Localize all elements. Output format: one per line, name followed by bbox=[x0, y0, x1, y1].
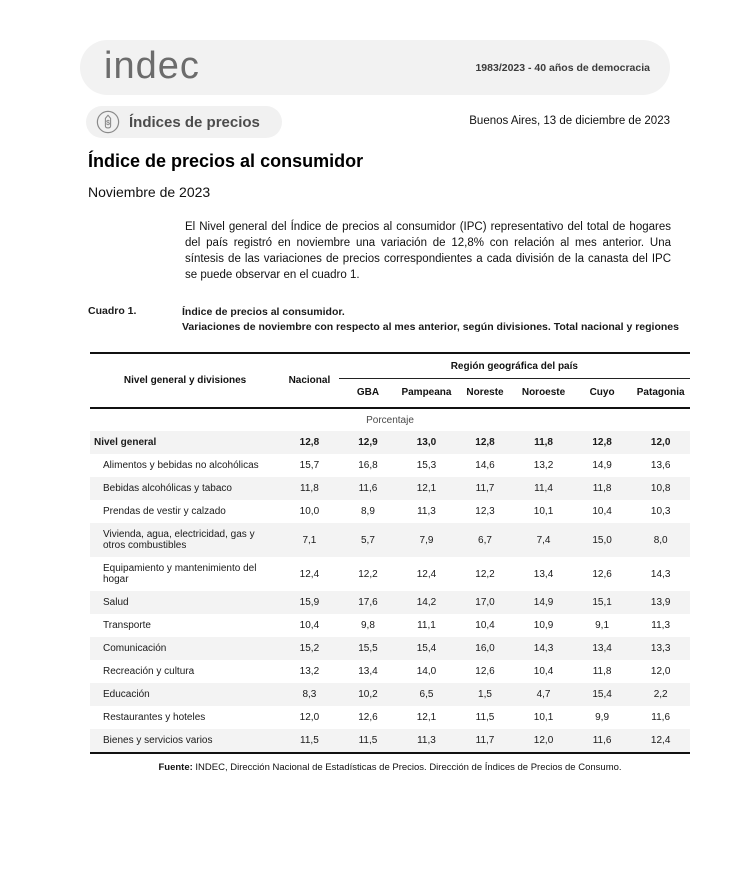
value-cell: 12,0 bbox=[533, 735, 554, 746]
intro-paragraph: El Nivel general del Índice de precios al consumidor (IPC) representativo del total de hogares del país registró en noviembre una variación de 12,8% con relación al mes anterior. Una síntesis de las variaciones de precios correspondientes a cada división de la canasta del IPC se puede observar en el cuadro 1. bbox=[185, 221, 671, 281]
indec-logo: indec bbox=[104, 44, 200, 87]
value-cell: 10,1 bbox=[533, 506, 554, 517]
value-cell: 11,8 bbox=[592, 666, 612, 677]
value-cell: 9,8 bbox=[360, 620, 375, 631]
value-cell: 12,6 bbox=[358, 712, 378, 723]
table-label: Cuadro 1. bbox=[88, 305, 137, 317]
value-cell: 9,1 bbox=[595, 620, 610, 631]
value-cell: 8,0 bbox=[653, 534, 668, 546]
value-cell: 14,0 bbox=[416, 666, 437, 677]
value-cell: 12,2 bbox=[358, 568, 378, 580]
value-cell: 17,6 bbox=[358, 597, 378, 608]
value-cell: 11,7 bbox=[475, 483, 495, 494]
price-tag-icon bbox=[96, 110, 120, 134]
value-cell: 16,0 bbox=[475, 643, 495, 654]
value-cell: 10,8 bbox=[650, 483, 671, 494]
value-cell: 10,4 bbox=[299, 620, 320, 631]
value-cell: 2,2 bbox=[653, 689, 668, 700]
value-cell: 11,5 bbox=[358, 735, 378, 746]
value-cell: 15,2 bbox=[299, 643, 320, 654]
value-cell: 11,5 bbox=[475, 712, 495, 723]
value-cell: 14,6 bbox=[475, 460, 495, 471]
region-group-header: Región geográfica del país bbox=[339, 353, 690, 379]
value-cell: 15,1 bbox=[592, 597, 612, 608]
value-cell: 13,4 bbox=[592, 643, 612, 654]
value-cell: 17,0 bbox=[475, 597, 495, 608]
value-cell: 10,1 bbox=[533, 712, 554, 723]
table-title-line2: Variaciones de noviembre con respecto al mes anterior, según divisiones. Total nacional y regiones bbox=[182, 321, 679, 333]
value-cell: 13,2 bbox=[299, 666, 320, 677]
column-header-noreste: Noreste bbox=[456, 379, 515, 409]
value-cell: 12,1 bbox=[416, 712, 437, 723]
value-cell: 14,9 bbox=[533, 597, 554, 608]
value-cell: 15,4 bbox=[592, 689, 612, 700]
table-body bbox=[90, 431, 690, 753]
value-cell: 1,5 bbox=[478, 689, 492, 700]
table-title-line1: Índice de precios al consumidor. bbox=[182, 306, 345, 318]
column-header-patagonia: Patagonia bbox=[631, 379, 690, 409]
value-cell: 12,8 bbox=[475, 437, 495, 448]
value-cell: 11,6 bbox=[358, 483, 378, 494]
value-cell: 11,6 bbox=[592, 735, 612, 746]
table-row bbox=[90, 683, 690, 706]
value-cell: 12,0 bbox=[650, 666, 671, 677]
value-cell: 8,9 bbox=[360, 506, 375, 517]
unit-label: Porcentaje bbox=[366, 415, 414, 426]
header-band bbox=[80, 40, 670, 95]
value-cell: 11,7 bbox=[475, 735, 495, 746]
value-cell: 12,1 bbox=[416, 483, 437, 494]
value-cell: 12,8 bbox=[299, 437, 320, 448]
value-cell: 12,3 bbox=[475, 506, 495, 517]
ipc-table bbox=[90, 352, 690, 754]
value-cell: 15,0 bbox=[592, 534, 612, 546]
value-cell: 13,6 bbox=[650, 460, 671, 471]
row-label: Transporte bbox=[103, 620, 151, 631]
value-cell: 5,7 bbox=[360, 534, 375, 546]
svg-text:$: $ bbox=[106, 117, 110, 127]
value-cell: 13,3 bbox=[650, 643, 671, 654]
value-cell: 10,4 bbox=[533, 666, 554, 677]
value-cell: 11,8 bbox=[300, 483, 319, 494]
table-row bbox=[90, 431, 690, 454]
table-row bbox=[90, 706, 690, 729]
column-header-gba: GBA bbox=[339, 379, 398, 409]
table-title bbox=[182, 305, 682, 335]
table-row bbox=[90, 477, 690, 500]
row-label: Bienes y servicios varios bbox=[103, 735, 213, 746]
table-row bbox=[90, 729, 690, 753]
value-cell: 15,9 bbox=[299, 597, 320, 608]
row-label: Restaurantes y hoteles bbox=[103, 712, 206, 723]
source-note-prefix: Fuente: bbox=[158, 762, 193, 773]
value-cell: 14,2 bbox=[416, 597, 437, 608]
row-label: Recreación y cultura bbox=[103, 666, 195, 677]
table-row bbox=[90, 614, 690, 637]
value-cell: 13,0 bbox=[416, 437, 437, 448]
column-header-nacional: Nacional bbox=[280, 353, 339, 408]
value-cell: 10,2 bbox=[358, 689, 378, 700]
value-cell: 11,6 bbox=[651, 712, 671, 723]
anniversary-text: 1983/2023 - 40 años de democracia bbox=[475, 61, 650, 74]
value-cell: 12,0 bbox=[650, 437, 671, 448]
value-cell: 6,7 bbox=[478, 534, 492, 546]
row-label: Equipamiento y mantenimiento del hogar bbox=[103, 563, 257, 585]
value-cell: 16,8 bbox=[358, 460, 378, 471]
column-header-noroeste: Noroeste bbox=[514, 379, 573, 409]
column-header-divisions: Nivel general y divisiones bbox=[90, 353, 280, 408]
value-cell: 8,3 bbox=[302, 689, 317, 700]
row-label: Comunicación bbox=[103, 643, 167, 654]
value-cell: 7,4 bbox=[536, 534, 551, 546]
value-cell: 12,4 bbox=[299, 568, 320, 580]
column-header-cuyo: Cuyo bbox=[573, 379, 632, 409]
value-cell: 11,8 bbox=[592, 483, 612, 494]
table-row bbox=[90, 591, 690, 614]
table-row bbox=[90, 557, 690, 591]
value-cell: 15,7 bbox=[299, 460, 320, 471]
page-subtitle: Noviembre de 2023 bbox=[88, 184, 211, 200]
source-note bbox=[90, 762, 690, 773]
value-cell: 4,7 bbox=[536, 689, 551, 700]
value-cell: 10,3 bbox=[650, 506, 671, 517]
source-note-text: INDEC, Dirección Nacional de Estadísticas de Precios. Dirección de Índices de Precios de Consumo. bbox=[192, 762, 622, 773]
value-cell: 11,3 bbox=[417, 506, 436, 517]
value-cell: 7,9 bbox=[419, 534, 434, 546]
dateline: Buenos Aires, 13 de diciembre de 2023 bbox=[469, 115, 670, 127]
value-cell: 10,4 bbox=[592, 506, 612, 517]
value-cell: 13,4 bbox=[533, 568, 554, 580]
value-cell: 11,8 bbox=[534, 437, 553, 448]
value-cell: 14,3 bbox=[533, 643, 554, 654]
value-cell: 11,3 bbox=[651, 620, 671, 631]
value-cell: 13,2 bbox=[533, 460, 554, 471]
page-title: Índice de precios al consumidor bbox=[88, 151, 364, 171]
section-label: Índices de precios bbox=[129, 113, 260, 131]
table-row bbox=[90, 500, 690, 523]
value-cell: 12,8 bbox=[592, 437, 612, 448]
ipc-table-wrap bbox=[90, 352, 690, 754]
value-cell: 9,9 bbox=[595, 712, 610, 723]
value-cell: 15,5 bbox=[358, 643, 378, 654]
row-label: Educación bbox=[103, 689, 150, 700]
unit-row bbox=[90, 408, 690, 431]
table-row bbox=[90, 660, 690, 683]
value-cell: 12,2 bbox=[475, 568, 495, 580]
value-cell: 10,4 bbox=[475, 620, 495, 631]
table-row bbox=[90, 637, 690, 660]
value-cell: 12,4 bbox=[650, 735, 671, 746]
row-label: Nivel general bbox=[94, 437, 157, 448]
value-cell: 13,4 bbox=[358, 666, 378, 677]
prices-section-pill bbox=[86, 106, 282, 138]
value-cell: 12,6 bbox=[475, 666, 495, 677]
row-label: Prendas de vestir y calzado bbox=[103, 506, 226, 517]
row-label: Vivienda, agua, electricidad, gas y otros combustibles bbox=[103, 529, 255, 551]
value-cell: 12,0 bbox=[299, 712, 320, 723]
value-cell: 11,1 bbox=[417, 620, 436, 631]
value-cell: 10,9 bbox=[533, 620, 554, 631]
value-cell: 7,1 bbox=[302, 534, 317, 546]
row-label: Bebidas alcohólicas y tabaco bbox=[103, 483, 232, 494]
value-cell: 10,0 bbox=[299, 506, 320, 517]
value-cell: 14,3 bbox=[650, 568, 671, 580]
table-row bbox=[90, 523, 690, 557]
value-cell: 11,3 bbox=[417, 735, 436, 746]
value-cell: 14,9 bbox=[592, 460, 612, 471]
row-label: Alimentos y bebidas no alcohólicas bbox=[103, 460, 259, 471]
column-header-pampeana: Pampeana bbox=[397, 379, 456, 409]
value-cell: 11,5 bbox=[300, 735, 319, 746]
value-cell: 13,9 bbox=[650, 597, 671, 608]
value-cell: 12,4 bbox=[416, 568, 437, 580]
table-row bbox=[90, 454, 690, 477]
subheader-row bbox=[80, 106, 670, 138]
value-cell: 12,6 bbox=[592, 568, 612, 580]
value-cell: 11,4 bbox=[534, 483, 553, 494]
value-cell: 6,5 bbox=[419, 689, 434, 700]
row-label: Salud bbox=[103, 597, 129, 608]
value-cell: 15,4 bbox=[416, 643, 437, 654]
value-cell: 12,9 bbox=[358, 437, 378, 448]
value-cell: 15,3 bbox=[416, 460, 437, 471]
